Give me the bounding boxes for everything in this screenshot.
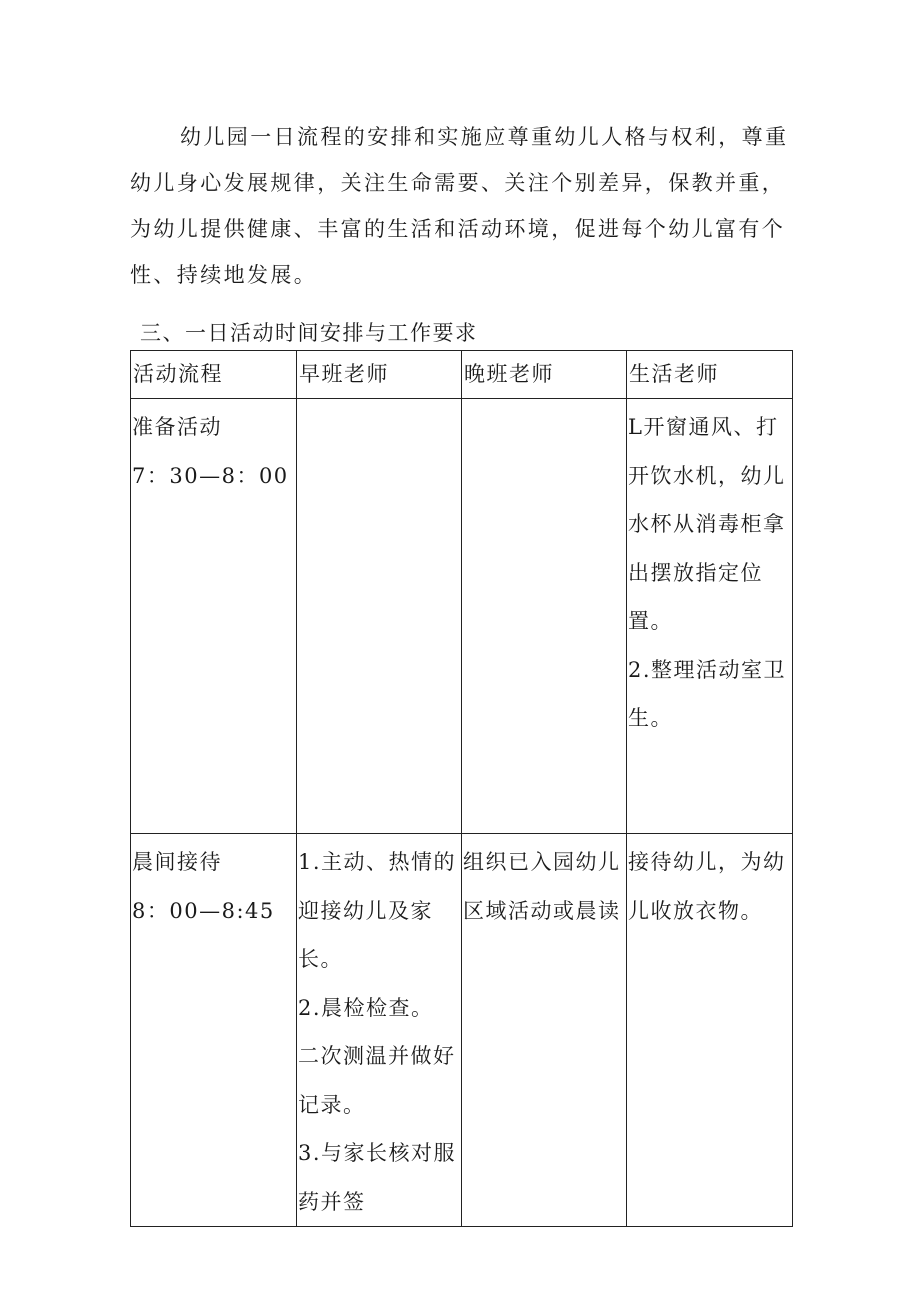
cell-line: 水杯从消毒柜拿 — [628, 512, 786, 536]
header-morning-teacher: 早班老师 — [297, 351, 462, 399]
cell-line: L开窗通风、打 — [628, 415, 779, 439]
cell-line: 接待幼儿，为幼 — [628, 850, 786, 874]
cell-morning-teacher — [297, 834, 462, 1227]
table-row — [131, 834, 793, 1227]
cell-line: 记录。 — [298, 1092, 366, 1117]
cell-activity — [131, 399, 297, 834]
cell-line: 药并签 — [298, 1189, 366, 1214]
cell-line: 7：30—8：00 — [132, 463, 289, 488]
cell-line: 晨间接待 — [132, 850, 222, 874]
cell-line: 3.与家长核对服 — [298, 1141, 457, 1165]
section-title: 三、一日活动时间安排与工作要求 — [140, 321, 478, 345]
table-row — [131, 399, 793, 834]
cell-line: 组织已入园幼儿 — [463, 850, 621, 874]
cell-morning-teacher — [297, 399, 462, 834]
cell-line: 二次测温并做好 — [298, 1044, 456, 1068]
cell-life-teacher — [627, 834, 793, 1227]
header-life-teacher: 生活老师 — [627, 351, 793, 399]
cell-line: 8：00—8:45 — [132, 898, 275, 923]
header-evening-teacher: 晚班老师 — [462, 351, 627, 399]
cell-evening-teacher — [462, 834, 627, 1227]
cell-line: 出摆放指定位 — [628, 560, 763, 585]
cell-line: 2.整理活动室卫 — [628, 657, 787, 682]
cell-line: 2.晨检检查。 — [298, 995, 434, 1020]
cell-line: 儿收放衣物。 — [628, 898, 763, 923]
cell-activity — [131, 834, 297, 1227]
schedule-table — [130, 350, 793, 1227]
cell-line: 区域活动或晨读 — [463, 898, 621, 923]
cell-line: 生。 — [628, 706, 673, 730]
cell-evening-teacher — [462, 399, 627, 834]
table-header-row — [131, 351, 793, 399]
cell-line: 长。 — [298, 947, 343, 971]
intro-paragraph: 幼儿园一日流程的安排和实施应尊重幼儿人格与权利，尊重幼儿身心发展规律，关注生命需要、关注个别差异，保教并重，为幼儿提供健康、丰富的生活和活动环境，促进每个幼儿富有个性、持续地发展。 — [130, 125, 789, 287]
cell-line: 置。 — [628, 609, 673, 633]
cell-line: 迎接幼儿及家 — [298, 898, 433, 923]
header-activity: 活动流程 — [131, 351, 297, 399]
cell-life-teacher — [627, 399, 793, 834]
cell-line: 1.主动、热情的 — [298, 850, 457, 874]
cell-line: 开饮水机，幼儿 — [628, 463, 786, 488]
cell-line: 准备活动 — [132, 415, 222, 439]
